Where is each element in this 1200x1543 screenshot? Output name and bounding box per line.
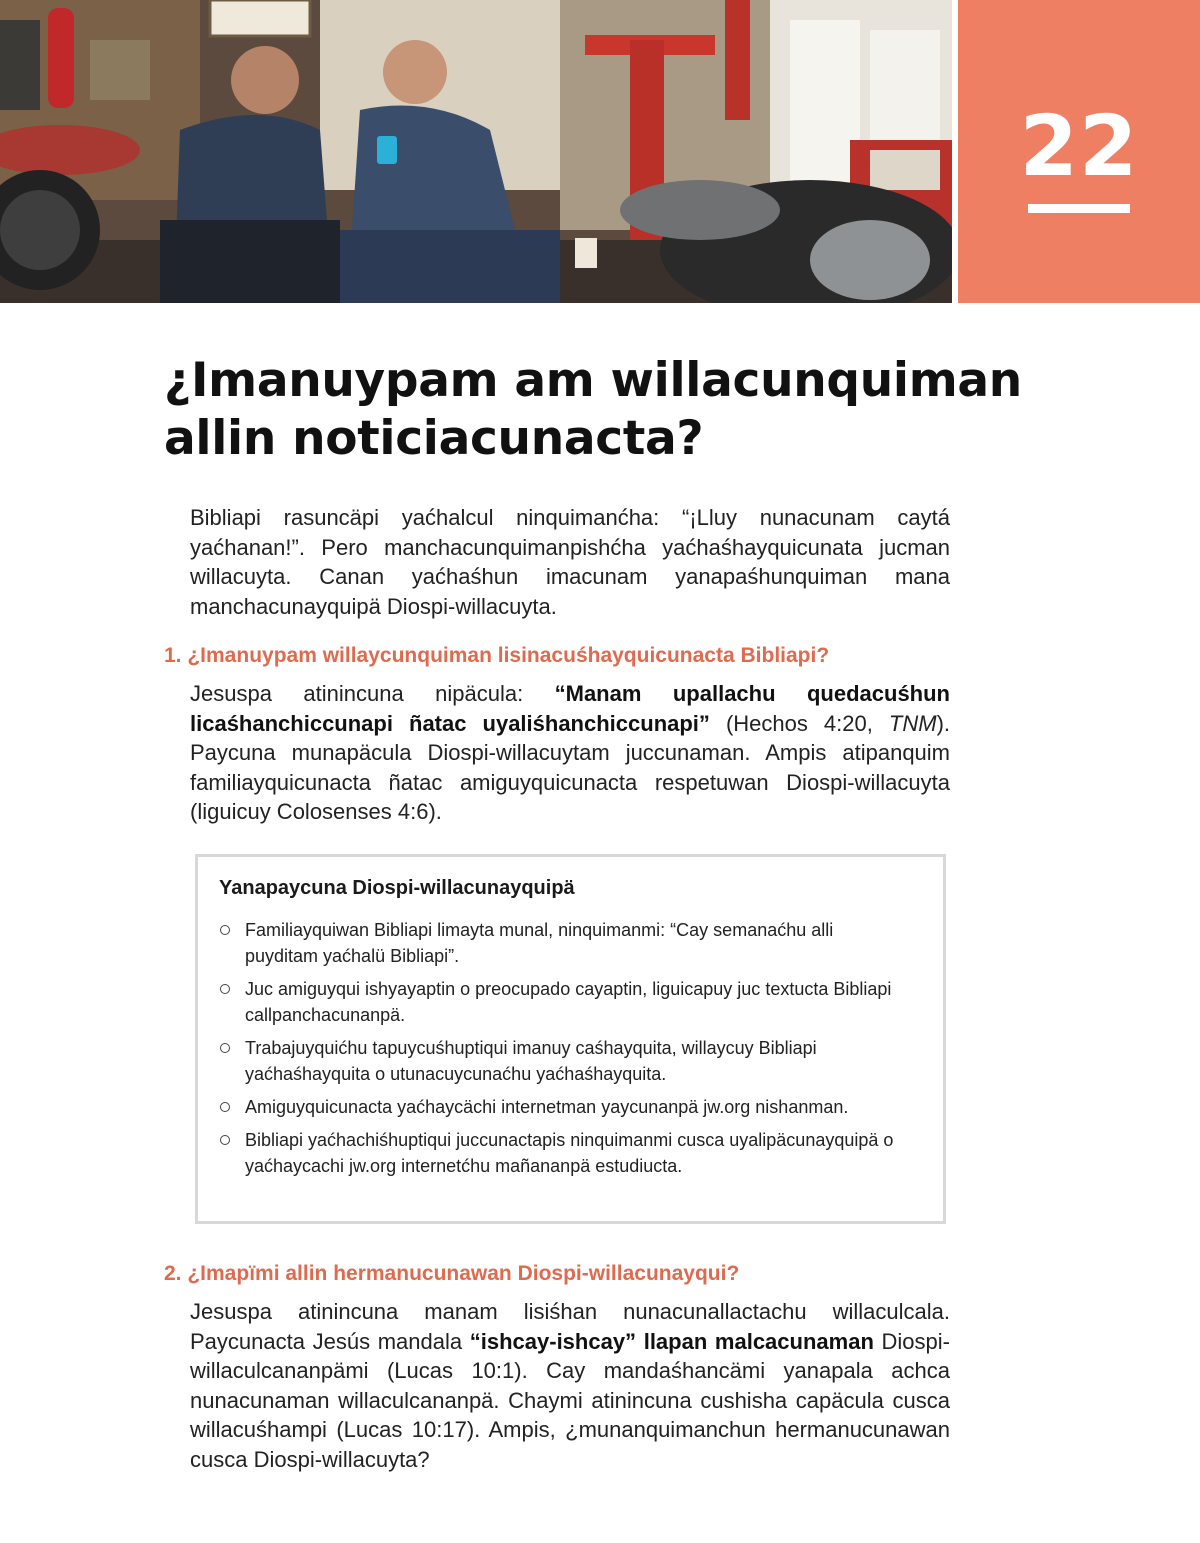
q1-reference: TNM bbox=[888, 710, 937, 736]
chapter-number-underline bbox=[1028, 204, 1130, 213]
chapter-number: 22 bbox=[1019, 97, 1139, 195]
list-item-text: Trabajuyquićhu tapuycuśhuptiqui imanuy caśhayquita, willaycuy Bibliapi yaćhaśhayquita o utunacuycunaćhu yaćhaśhayquita. bbox=[245, 1038, 817, 1084]
garage-scene-illustration bbox=[0, 0, 952, 303]
q1-text-c: ). Paycuna munapäcula Diospi-willacuytam juccunaman. Ampis atipanquim familiayquicunacta ñatac amiguyquicunacta respetuwan Diospi-willacuyta (liguicuy Colosenses 4:6). bbox=[190, 710, 951, 824]
q1-quote: “Manam upallachu quedacuśhun licaśhanchiccunapi ñatac uyaliśhanchiccunapi” bbox=[190, 681, 950, 736]
chapter-number-block bbox=[958, 0, 1200, 303]
tips-box bbox=[195, 854, 946, 1224]
tips-box-title: Yanapaycuna Diospi-willacunayquipä bbox=[219, 877, 575, 899]
list-item-text: Familiayquiwan Bibliapi limayta munal, ninquimanmi: “Cay semanaćhu alli puyditam yaćhalü Bibliapi”. bbox=[245, 920, 834, 966]
circle-bullet-icon bbox=[220, 925, 230, 935]
question-2-heading: 2. ¿Imapïmi allin hermanucunawan Diospi-willacunayqui? bbox=[164, 1262, 740, 1285]
circle-bullet-icon bbox=[220, 1102, 230, 1112]
q2-text-a: Jesuspa atinincuna manam lisiśhan nunacunallactachu willaculcala. Paycunacta Jesús mandala bbox=[190, 1299, 950, 1354]
question-1-paragraph bbox=[190, 679, 950, 827]
circle-bullet-icon bbox=[220, 1043, 230, 1053]
list-item-text: Juc amiguyqui ishyayaptin o preocupado cayaptin, liguicapuy juc textucta Bibliapi callpanchacunanpä. bbox=[245, 979, 892, 1025]
list-item bbox=[218, 1094, 908, 1120]
question-1-heading: 1. ¿Imanuypam willaycunquiman lisinacuśhayquicunacta Bibliapi? bbox=[164, 644, 830, 667]
intro-paragraph: Bibliapi rasuncäpi yaćhalcul ninquimanćha: “¡Lluy nunacunam caytá yaćhanan!”. Pero manchacunquimanpishćha yaćhaśhayquicunata jucman willacuyta. Canan yaćhaśhun imacunam yanapaśhunquiman mana manchacunayquipä Diospi-willacuyta. bbox=[190, 505, 950, 619]
list-item bbox=[218, 1035, 908, 1087]
q1-text-a: Jesuspa atinincuna nipäcula: bbox=[190, 681, 555, 706]
list-item bbox=[218, 976, 908, 1028]
header-photo bbox=[0, 0, 952, 303]
tips-list bbox=[218, 917, 908, 1186]
page-title: ¿Imanuypam am willacunquiman allin noticiacunacta? bbox=[164, 353, 1022, 466]
q2-quote: “ishcay-ishcay” llapan malcacunaman bbox=[469, 1328, 874, 1354]
circle-bullet-icon bbox=[220, 984, 230, 994]
q1-text-b: (Hechos 4:20, bbox=[709, 710, 889, 736]
q2-text-b: Diospi-willaculcananpämi (Lucas 10:1). Cay mandaśhancämi yanapala achca nunacunaman willaculcananpä. Chaymi atinincuna cushisha capäcula cusca willacuśhampi (Lucas 10:17). Ampis, ¿munanquimanchun hermanucunawan cusca Diospi-willacuyta? bbox=[190, 1328, 950, 1472]
list-item-text: Bibliapi yaćhachiśhuptiqui juccunactapis ninquimanmi cusca uyalipäcunayquipä o yaćhaycachi jw.org internetćhu mañananpä estudiucta. bbox=[245, 1130, 894, 1176]
list-item bbox=[218, 1127, 908, 1179]
list-item-text: Amiguyquicunacta yaćhaycächi internetman yaycunanpä jw.org nishanman. bbox=[245, 1097, 849, 1117]
list-item bbox=[218, 917, 908, 969]
circle-bullet-icon bbox=[220, 1135, 230, 1145]
question-2-paragraph bbox=[190, 1297, 950, 1474]
